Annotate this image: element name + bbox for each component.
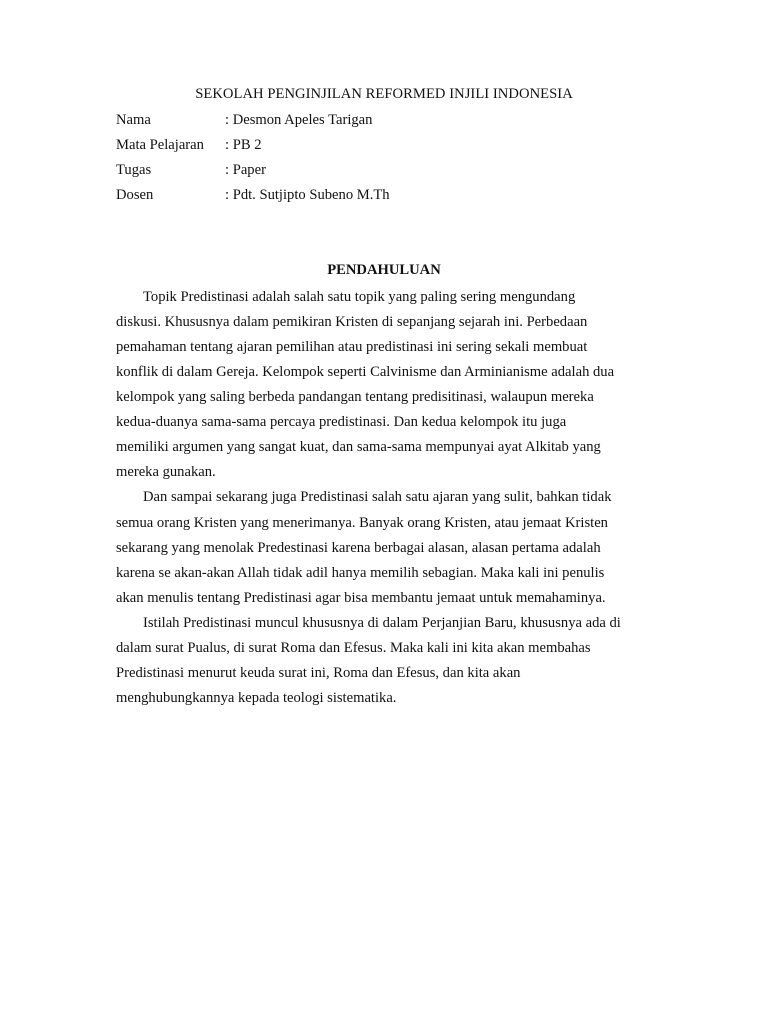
paragraph-line: akan menulis tentang Predistinasi agar bisa membantu jemaat untuk memahaminya. — [116, 590, 606, 606]
meta-label: Tugas — [116, 162, 152, 178]
meta-value: : PB 2 — [225, 137, 262, 153]
paragraph-line: semua orang Kristen yang menerimanya. Banyak orang Kristen, atau jemaat Kristen — [116, 515, 608, 531]
paragraph-line: sekarang yang menolak Predestinasi karena berbagai alasan, alasan pertama adalah — [116, 540, 601, 556]
paragraph-line: Predistinasi menurut keuda surat ini, Roma dan Efesus, dan kita akan — [116, 665, 521, 681]
meta-label: Dosen — [116, 187, 154, 203]
school-title: SEKOLAH PENGINJILAN REFORMED INJILI INDONESIA — [195, 86, 573, 102]
meta-label: Nama — [116, 112, 151, 128]
meta-label: Mata Pelajaran — [116, 137, 204, 153]
paragraph-line: kedua-duanya sama-sama percaya predistinasi. Dan kedua kelompok itu juga — [116, 414, 567, 430]
paragraph-line: Topik Predistinasi adalah salah satu topik yang paling sering mengundang — [143, 289, 576, 305]
paragraph-line: menghubungkannya kepada teologi sistematika. — [116, 690, 397, 706]
paragraph-line: Istilah Predistinasi muncul khususnya di dalam Perjanjian Baru, khususnya ada di — [143, 615, 621, 631]
paragraph-line: mereka gunakan. — [116, 464, 216, 480]
meta-value: : Desmon Apeles Tarigan — [225, 112, 373, 128]
paragraph-line: konflik di dalam Gereja. Kelompok seperti Calvinisme dan Arminianisme adalah dua — [116, 364, 615, 380]
paragraph-line: pemahaman tentang ajaran pemilihan atau predistinasi ini sering sekali membuat — [116, 339, 588, 355]
paragraph-line: memiliki argumen yang sangat kuat, dan sama-sama mempunyai ayat Alkitab yang — [116, 439, 601, 455]
paragraph-line: Dan sampai sekarang juga Predistinasi salah satu ajaran yang sulit, bahkan tidak — [143, 489, 612, 505]
paragraph-line: dalam surat Pualus, di surat Roma dan Efesus. Maka kali ini kita akan membahas — [116, 640, 591, 656]
section-heading: PENDAHULUAN — [327, 262, 441, 278]
paragraph-line: diskusi. Khususnya dalam pemikiran Kristen di sepanjang sejarah ini. Perbedaan — [116, 314, 588, 330]
paragraph-line: karena se akan-akan Allah tidak adil hanya memilih sebagian. Maka kali ini penulis — [116, 565, 605, 581]
meta-value: : Paper — [225, 162, 266, 178]
paragraph-line: kelompok yang saling berbeda pandangan tentang predisitinasi, walaupun mereka — [116, 389, 594, 405]
meta-value: : Pdt. Sutjipto Subeno M.Th — [225, 187, 390, 203]
